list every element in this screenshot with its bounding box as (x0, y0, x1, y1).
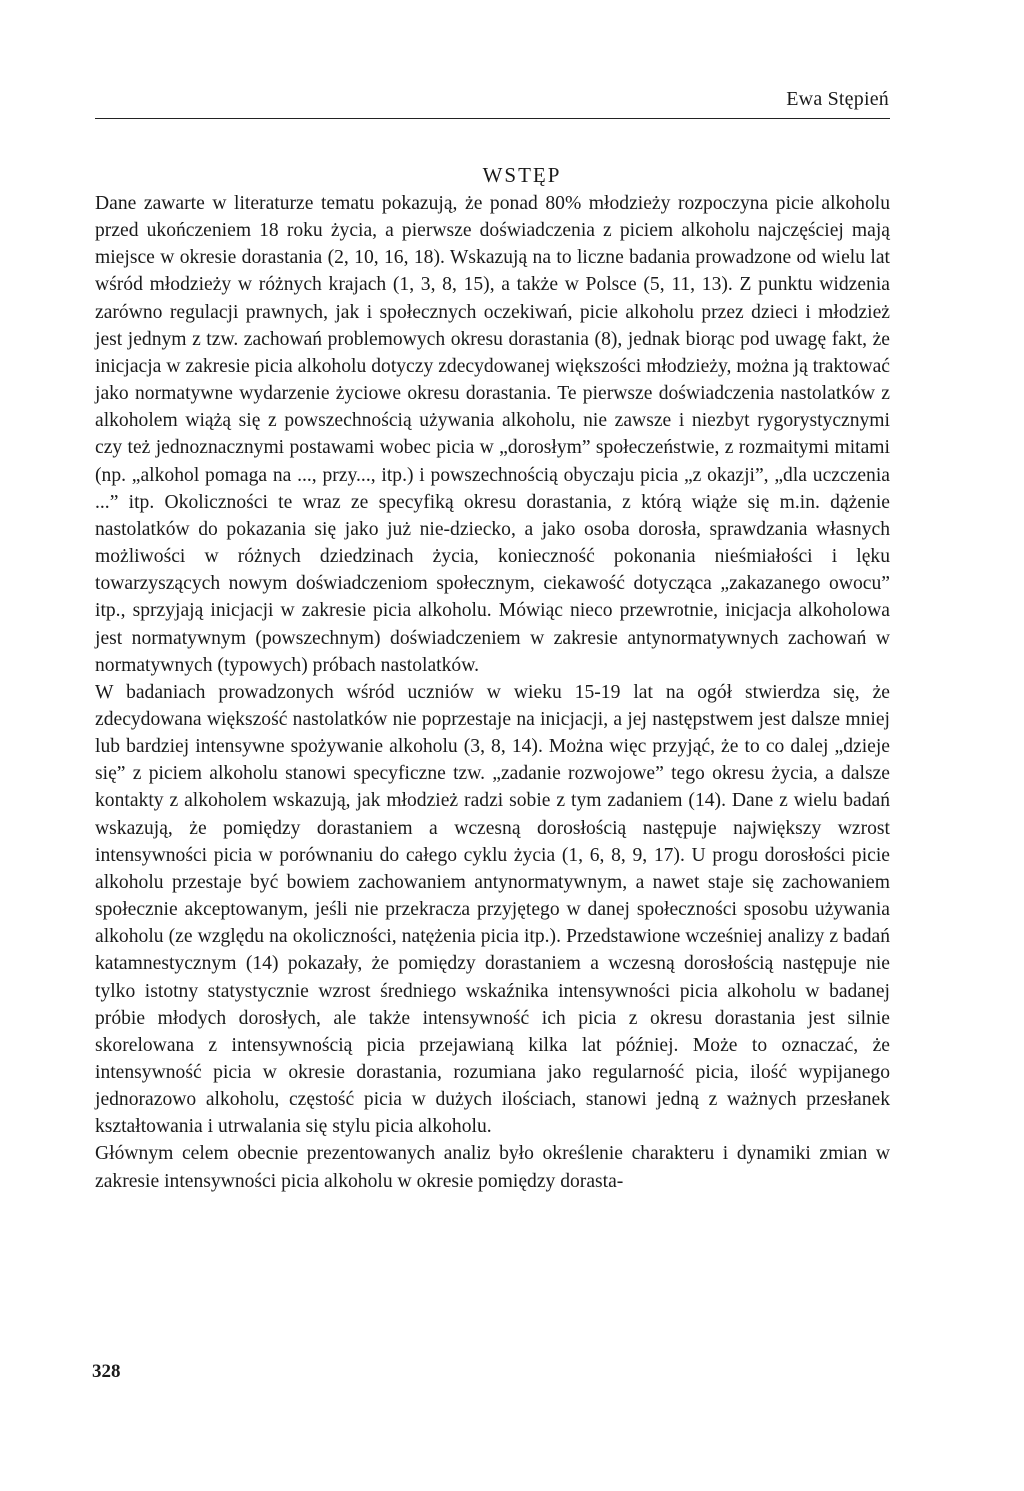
paragraph-3: Głównym celem obecnie prezentowanych analiz było określenie charakteru i dynamiki zmian w zakresie intensywności picia alkoholu w okresie pomiędzy dorasta- (95, 1143, 890, 1192)
paragraph-2: W badaniach prowadzonych wśród uczniów w wieku 15-19 lat na ogół stwierdza się, że zdecydowana większość nastolatków nie poprzestaje na inicjacji, a jej następstwem jest dalsze mniej lub bardziej intensywne spożywanie alkoholu (3, 8, 14). Można więc przyjąć, że to co dalej „dzieje się” z piciem alkoholu stanowi specyficzne tzw. „zadanie rozwojowe” tego okresu życia, a dalsze kontakty z alkoholem wskazują, jak młodzież radzi sobie z tym zadaniem (14). Dane z wielu badań wskazują, że pomiędzy dorastaniem a wczesną dorosłością następuje największy wzrost intensywności picia w porównaniu do całego cyklu życia (1, 6, 8, 9, 17). U progu dorosłości picie alkoholu przestaje być bowiem zachowaniem antynormatywnym, a nawet staje się zachowaniem społecznie akceptowanym, jeśli nie przekracza przyjętego w danej społeczności sposobu używania alkoholu (ze względu na okoliczności, natężenia picia itp.). Przedstawione wcześniej analizy z badań katamnestycznym (14) pokazały, że pomiędzy dorastaniem a wczesną dorosłością następuje nie tylko istotny statystycznie wzrost średniego wskaźnika intensywności picia alkoholu w badanej próbie młodych dorosłych, ale także intensywność ich picia z okresu dorastania jest silnie skorelowana z intensywnością picia przejawianą kilka lat później. Może to oznaczać, że intensywność picia w okresie dorastania, rozumiana jako regularność picia, ilość wypijanego jednorazowo alkoholu, częstość picia w dużych ilościach, stanowi jedną z ważnych przesłanek kształtowania i utrwalania się stylu picia alkoholu. (95, 681, 890, 1138)
paragraph-1: Dane zawarte w literaturze tematu pokazują, że ponad 80% młodzieży rozpoczyna picie alkoholu przed ukończeniem 18 roku życia, a pierwsze doświadczenia z piciem alkoholu najczęściej mają miejsce w okresie dorastania (2, 10, 16, 18). Wskazują na to liczne badania prowadzone od wielu lat wśród młodzieży w różnych krajach (1, 3, 8, 15), a także w Polsce (5, 11, 13). Z punktu widzenia zarówno regulacji prawnych, jak i społecznych oczekiwań, picie alkoholu przez dzieci i młodzież jest jednym z tzw. zachowań problemowych okresu dorastania (8), jednak biorąc pod uwagę fakt, że inicjacja w zakresie picia alkoholu dotyczy zdecydowanej większości młodzieży, można ją traktować jako normatywne wydarzenie życiowe okresu dorastania. Te pierwsze doświadczenia nastolatków z alkoholem wiążą się z powszechnością używania alkoholu, nie zawsze i niezbyt rygorystycznymi czy też jednoznacznymi postawami wobec picia w „dorosłym” społeczeństwie, z rozmaitymi mitami (np. „alkohol pomaga na ..., przy..., itp.) i powszechnością obyczaju picia „z okazji”, „dla uczczenia ...” itp. Okoliczności te wraz ze specyfiką okresu dorastania, z którą wiąże się m.in. dążenie nastolatków do pokazania się jako już nie-dziecko, a jako osoba dorosła, sprawdzania własnych możliwości w różnych dziedzinach życia, konieczność pokonania nieśmiałości i lęku towarzyszących nowym doświadczeniom społecznym, ciekawość dotycząca „zakazanego owocu” itp., sprzyjają inicjacji w zakresie picia alkoholu. Mówiąc nieco przewrotnie, inicjacja alkoholowa jest normatywnym (powszechnym) doświadczeniem w zakresie antynormatywnych zachowań w normatywnych (typowych) próbach nastolatków. (95, 193, 890, 676)
body-text (95, 190, 890, 1195)
running-header-author: Ewa Stępień (786, 88, 889, 110)
header-divider (95, 118, 890, 119)
section-title: WSTĘP (482, 163, 562, 188)
page-number: 328 (92, 1361, 121, 1382)
